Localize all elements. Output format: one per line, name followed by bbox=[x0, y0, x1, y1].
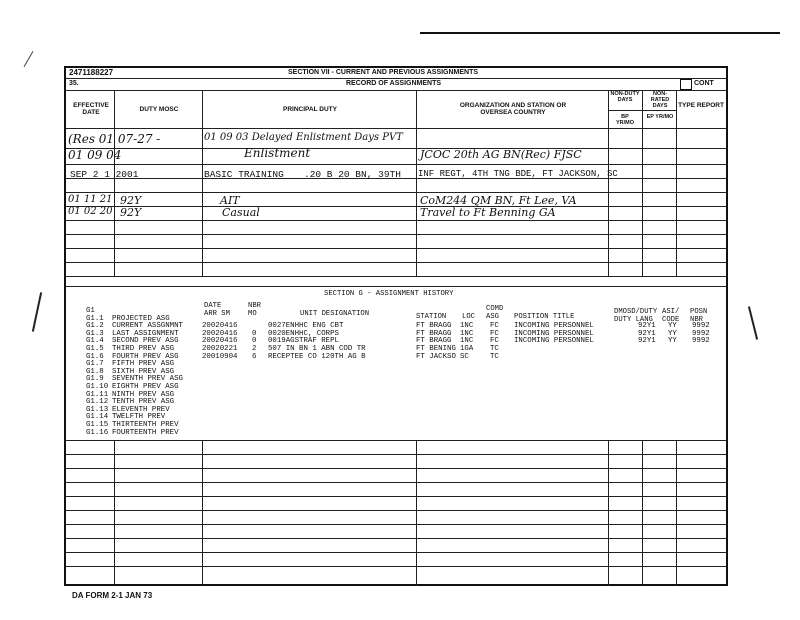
g-row-code: G1.2 bbox=[86, 322, 104, 331]
g-row-date: 20010904 bbox=[202, 352, 238, 361]
left-margin-mark bbox=[32, 292, 42, 332]
g-row-date: 20020416 bbox=[202, 322, 238, 331]
entry-3-date: SEP 2 1 2001 bbox=[70, 169, 139, 180]
g-row-posn: 9992 bbox=[692, 322, 710, 331]
g-row-code: G1.3 bbox=[86, 329, 104, 338]
g-row-nbr: 6 bbox=[252, 352, 257, 361]
g-row-unit: 0020ENHHC, CORPS bbox=[268, 329, 339, 338]
col-duty-mosc: DUTY MOSC bbox=[139, 106, 179, 113]
entry-3-org: INF REGT, 4TH TNG BDE, FT JACKSON, SC bbox=[418, 169, 618, 179]
g-row-date: 20020221 bbox=[202, 345, 238, 353]
entry-2-duty: Enlistment bbox=[244, 146, 311, 160]
g-row-posn: 9992 bbox=[692, 337, 710, 346]
g-row-asg: TC bbox=[490, 352, 499, 361]
col-bp-yrmo: BP YR/MO bbox=[615, 114, 635, 126]
g-hdr-comd: COMD ASG bbox=[486, 305, 504, 321]
top-scan-line bbox=[420, 32, 780, 34]
g-row-unit: 507 IN BN 1 ABN COD TR bbox=[268, 345, 366, 353]
entry-4-duty: AIT bbox=[220, 194, 240, 207]
col-non-rated-days: NON-RATED DAYS bbox=[650, 91, 670, 109]
g-row-code: G1.5 bbox=[86, 345, 104, 353]
col-effective-date: EFFECTIVE DATE bbox=[73, 102, 109, 116]
g-hdr-unit: UNIT DESIGNATION bbox=[300, 310, 370, 318]
entry-3-extra: .20 B 20 BN, 39TH bbox=[304, 169, 401, 180]
g-row-station: FT BRAGG bbox=[416, 337, 452, 346]
g-row-station: FT BENING bbox=[416, 345, 456, 353]
g-hdr-station: STATION bbox=[416, 313, 447, 321]
top-left-mark bbox=[24, 51, 34, 67]
g-row-station: FT BRAGG bbox=[416, 322, 452, 331]
g-row-loc: SC bbox=[460, 352, 469, 361]
g-row-position: INCOMING PERSONNEL bbox=[514, 337, 594, 346]
form-number: 2471188227 bbox=[69, 68, 114, 77]
cont-checkbox[interactable] bbox=[680, 79, 692, 90]
g-row-code: G1.1 bbox=[86, 314, 104, 323]
g-row-label: PROJECTED ASG bbox=[112, 314, 170, 323]
form-footer: DA FORM 2-1 JAN 73 bbox=[72, 591, 153, 600]
g-row-code: G1.10 bbox=[86, 383, 109, 391]
g-row-station: FT BRAGG bbox=[416, 329, 452, 338]
g-hdr-posn: POSN NBR bbox=[690, 308, 708, 324]
record-title: RECORD OF ASSIGNMENTS bbox=[346, 80, 442, 87]
g-hdr-date: DATE ARR SM bbox=[204, 302, 230, 318]
g-row-code: G1.7 bbox=[86, 360, 104, 369]
cont-label: CONT bbox=[694, 80, 714, 87]
g-row-label: FOURTEENTH PREV bbox=[112, 428, 179, 437]
col-organization: ORGANIZATION AND STATION OR OVERSEA COUNTRY bbox=[459, 102, 567, 116]
g-row-code: G1 bbox=[86, 307, 95, 315]
g-row-code: G1.12 bbox=[86, 398, 109, 407]
g-row-asg: FC bbox=[490, 322, 499, 331]
g-hdr-nbr: NBR MO bbox=[248, 302, 261, 318]
col-ep-yrmo: EP YR/MO bbox=[646, 114, 674, 120]
g-row-label: LAST ASSIGNMENT bbox=[112, 329, 179, 338]
g-row-label: THIRD PREV ASG bbox=[112, 345, 175, 353]
g-row-nbr: 0 bbox=[252, 337, 257, 346]
g-row-asi-code: YY bbox=[668, 329, 677, 338]
g-row-code: G1.15 bbox=[86, 421, 109, 429]
g-row-code: G1.4 bbox=[86, 337, 104, 346]
g-row-loc: 1NC bbox=[460, 322, 474, 331]
g-row-asi-code: YY bbox=[668, 322, 677, 331]
entry-5-date: 01 02 20 bbox=[68, 206, 113, 217]
g-row-code: G1.8 bbox=[86, 367, 104, 376]
g-row-label: CURRENT ASSGNMNT bbox=[112, 322, 183, 331]
g-row-label: FIFTH PREV ASG bbox=[112, 360, 175, 369]
g-row-posn: 9992 bbox=[692, 329, 710, 338]
g-row-label: SEVENTH PREV ASG bbox=[112, 375, 183, 384]
entry-4-mosc: 92Y bbox=[120, 194, 142, 207]
item-number: 35. bbox=[69, 80, 79, 87]
col-type-report: TYPE REPORT bbox=[678, 102, 724, 109]
g-hdr-dmosd: DMOSD/DUTY DUTY LANG bbox=[614, 308, 658, 324]
g-row-nbr: 2 bbox=[252, 345, 257, 353]
entry-1-date: (Res 01 07-27 - bbox=[68, 132, 161, 146]
section-title: SECTION VII - CURRENT AND PREVIOUS ASSIGNMENTS bbox=[288, 69, 479, 76]
g-row-position: INCOMING PERSONNEL bbox=[514, 322, 594, 331]
section-g-title: SECTION G - ASSIGNMENT HISTORY bbox=[324, 290, 454, 298]
g-row-code: G1.16 bbox=[86, 428, 109, 437]
g-row-code: G1.14 bbox=[86, 413, 109, 422]
g-row-label: SIXTH PREV ASG bbox=[112, 367, 175, 376]
g-row-label: TENTH PREV ASG bbox=[112, 398, 175, 407]
g-row-label: EIGHTH PREV ASG bbox=[112, 383, 179, 391]
g-row-unit: RECEPTEE CO 120TH AG B bbox=[268, 352, 366, 361]
entry-1-duty: 01 09 03 Delayed Enlistment Days PVT bbox=[204, 132, 403, 143]
assignment-record-form bbox=[64, 66, 728, 586]
entry-2-org: JCOC 20th AG BN(Rec) FJSC bbox=[420, 148, 582, 161]
g-hdr-loc: LOC bbox=[462, 313, 475, 321]
g-row-label: FOURTH PREV ASG bbox=[112, 352, 179, 361]
g-row-position: INCOMING PERSONNEL bbox=[514, 329, 594, 338]
g-row-code: G1.9 bbox=[86, 375, 104, 384]
g-row-duty: 92Y1 bbox=[638, 329, 656, 338]
g-row-asg: FC bbox=[490, 329, 499, 338]
entry-4-date: 01 11 21 bbox=[68, 194, 113, 205]
g-row-unit: 0019AGSTRAF REPL bbox=[268, 337, 339, 346]
entry-4-org: CoM244 QM BN, Ft Lee, VA bbox=[420, 194, 577, 207]
g-row-asg: FC bbox=[490, 337, 499, 346]
entry-5-duty: Casual bbox=[222, 206, 260, 219]
g-row-loc: 1NC bbox=[460, 329, 474, 338]
g-row-label: NINTH PREV ASG bbox=[112, 390, 175, 399]
g-row-duty: 92Y1 bbox=[638, 337, 656, 346]
g-row-unit: 0027ENHHC ENG CBT bbox=[268, 322, 344, 331]
g-hdr-asi: ASI/ CODE bbox=[662, 308, 680, 324]
g-row-loc: 1GA bbox=[460, 345, 474, 353]
entry-3-duty: BASIC TRAINING bbox=[204, 169, 284, 180]
g-row-label: TWELFTH PREV bbox=[112, 413, 166, 422]
g-row-code: G1.6 bbox=[86, 352, 104, 361]
g-row-code: G1.11 bbox=[86, 390, 109, 399]
entry-2-date: 01 09 04 bbox=[68, 148, 122, 162]
g-row-label: ELEVENTH PREV bbox=[112, 405, 170, 414]
g-row-nbr: 0 bbox=[252, 329, 257, 338]
g-row-asi-code: YY bbox=[668, 337, 677, 346]
g-row-label: THIRTEENTH PREV bbox=[112, 421, 179, 429]
g-row-asg: TC bbox=[490, 345, 499, 353]
g-row-date: 20020416 bbox=[202, 329, 238, 338]
col-principal-duty: PRINCIPAL DUTY bbox=[283, 106, 337, 113]
col-non-duty-days: NON-DUTY DAYS bbox=[610, 91, 640, 103]
g-hdr-position: POSITION TITLE bbox=[514, 313, 575, 321]
right-margin-mark bbox=[748, 306, 758, 339]
g-row-station: FT JACKSO bbox=[416, 352, 456, 361]
g-row-label: SECOND PREV ASG bbox=[112, 337, 179, 346]
entry-5-org: Travel to Ft Benning GA bbox=[420, 206, 556, 219]
g-row-date: 20020416 bbox=[202, 337, 238, 346]
g-row-duty: 92Y1 bbox=[638, 322, 656, 331]
entry-5-mosc: 92Y bbox=[120, 206, 142, 219]
g-row-loc: 1NC bbox=[460, 337, 474, 346]
g-row-code: G1.13 bbox=[86, 405, 109, 414]
